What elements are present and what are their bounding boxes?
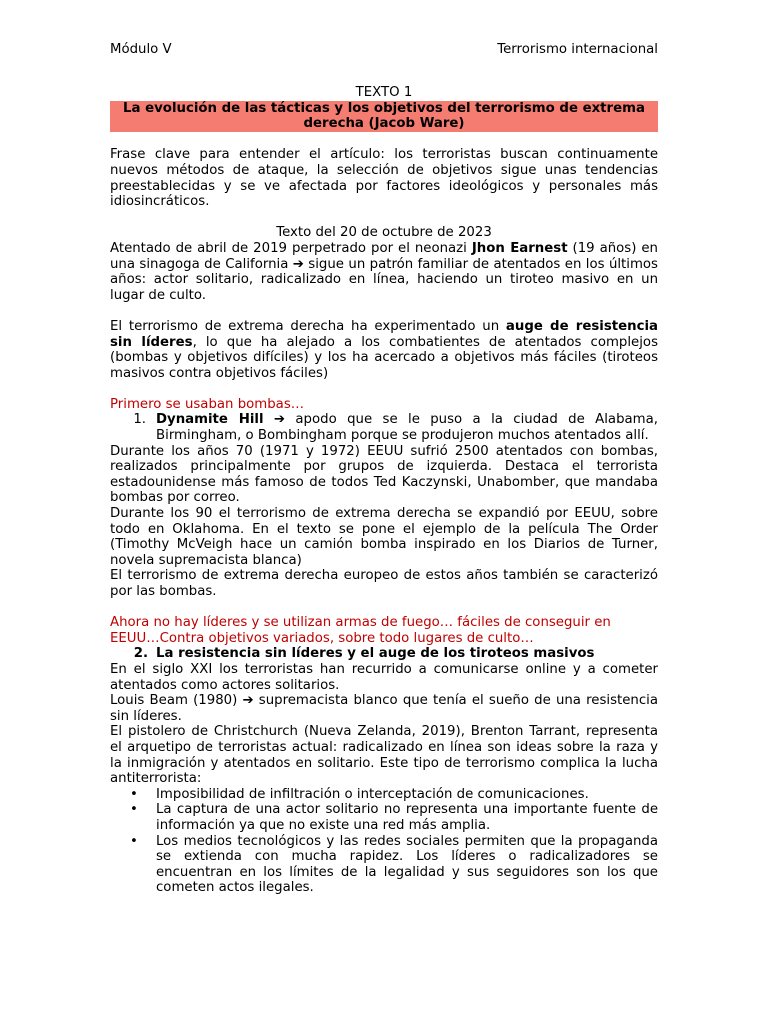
header-module: Módulo V — [110, 42, 172, 57]
paragraph-christchurch: El pistolero de Christchurch (Nueva Zelanda, 2019), Brenton Tarrant, representa el arquetipo de terroristas actual: radicalizado en línea son ideas sobre la raza y la inmigración y atentados en solitario. Este tipo de terrorismo complica la lucha antiterrorista: — [110, 724, 658, 787]
key-phrase: Frase clave para entender el artículo: los terroristas buscan continuamente nuevos métodos de ataque, la selección de objetivos sigue unas tendencias preestablecidas y se ve afectada por factores ideológicos y personales más idiosincráticos. — [110, 147, 658, 210]
bullet-icon: • — [130, 786, 138, 802]
red-note-firearms: Ahora no hay líderes y se utilizan armas de fuego… fáciles de conseguir en EEUU…Contra objetivos variados, sobre todo lugares de culto… — [110, 615, 611, 646]
heading-number: 2. — [133, 646, 148, 662]
bullet-icon: • — [130, 833, 138, 849]
page-header — [110, 42, 658, 58]
bullet-text: Imposibilidad de infiltración o interceptación de comunicaciones. — [156, 786, 589, 802]
section-heading-2 — [110, 646, 658, 662]
item1-rest: ➔ apodo que se le puso a la ciudad de Alabama, Birmingham, o Bombingham porque se produjeron muchos atentados allí. — [156, 412, 658, 444]
p1-bold-name: Jhon Earnest — [471, 240, 568, 256]
p1-text-a: Atentado de abril de 2019 perpetrado por el neonazi — [110, 240, 472, 256]
paragraph-70s: Durante los años 70 (1971 y 1972) EEUU sufrió 2500 atentados con bombas, realizados principalmente por grupos de izquierda. Destaca el terrorista estadounidense más famoso de todos Ted Kaczynski, Unabomber, que mandaba bombas por correo. — [110, 443, 658, 506]
document-body — [110, 85, 658, 896]
paragraph-1 — [110, 241, 658, 303]
p2-text-a: El terrorismo de extrema derecha ha experimentado un — [110, 318, 506, 334]
bullet-icon: • — [130, 802, 138, 818]
date-line: Texto del 20 de octubre de 2023 — [276, 225, 492, 241]
p2-bold-phrase: auge de resistencia sin líderes — [110, 318, 658, 350]
bullet-text: La captura de una actor solitario no representa una importante fuente de información ya que no existe una red más amplia. — [156, 802, 658, 833]
paragraph-xxi: En el siglo XXI los terroristas han recurrido a comunicarse online y a cometer atentados como actores solitarios. — [110, 661, 658, 693]
paragraph-europe: El terrorismo de extrema derecha europeo de estos años también se caracterizó por las bombas. — [110, 568, 658, 599]
list-item-dynamite-hill — [110, 412, 658, 443]
texto-label: TEXTO 1 — [355, 85, 413, 100]
p1-text-c: (19 años) en una sinagoga de California ➔ sigue un patrón familiar de atentados en los últimos años: actor solitario, radicalizado en línea, haciendo un tiroteo masivo en un lugar de culto. — [110, 240, 658, 303]
bullet-item — [110, 787, 658, 803]
paragraph-2 — [110, 319, 658, 381]
list-number: 1. — [133, 412, 146, 428]
bullet-item — [110, 834, 658, 896]
document-title: La evolución de las tácticas y los objetivos del terrorismo de extrema derecha (Jacob Ware) — [110, 101, 658, 132]
header-subject: Terrorismo internacional — [497, 42, 658, 57]
bullet-item — [110, 802, 658, 833]
heading-text: La resistencia sin líderes y el auge de los tiroteos masivos — [156, 646, 595, 662]
p2-text-c: , lo que ha alejado a los combatientes de atentados complejos (bombas y objetivos difíciles) y los ha acercado a objetivos más fáciles (tiroteos masivos contra objetivos fáciles) — [110, 334, 658, 381]
paragraph-beam: Louis Beam (1980) ➔ supremacista blanco que tenía el sueño de una resistencia sin líderes. — [110, 693, 658, 724]
bullet-text: Los medios tecnológicos y las redes sociales permiten que la propaganda se extienda con mucha rapidez. Los líderes o radicalizadores se encuentran en los límites de la legalidad y sus seguidores son los que cometen actos ilegales. — [156, 833, 658, 896]
item1-bold: Dynamite Hill — [156, 412, 264, 428]
paragraph-90s: Durante los 90 el terrorismo de extrema derecha se expandió por EEUU, sobre todo en Oklahoma. En el texto se pone el ejemplo de la película The Order (Timothy McVeigh hace un camión bomba inspirado en los Diarios de Turner, novela supremacista blanca) — [110, 506, 658, 568]
red-note-bombs: Primero se usaban bombas… — [110, 396, 305, 412]
